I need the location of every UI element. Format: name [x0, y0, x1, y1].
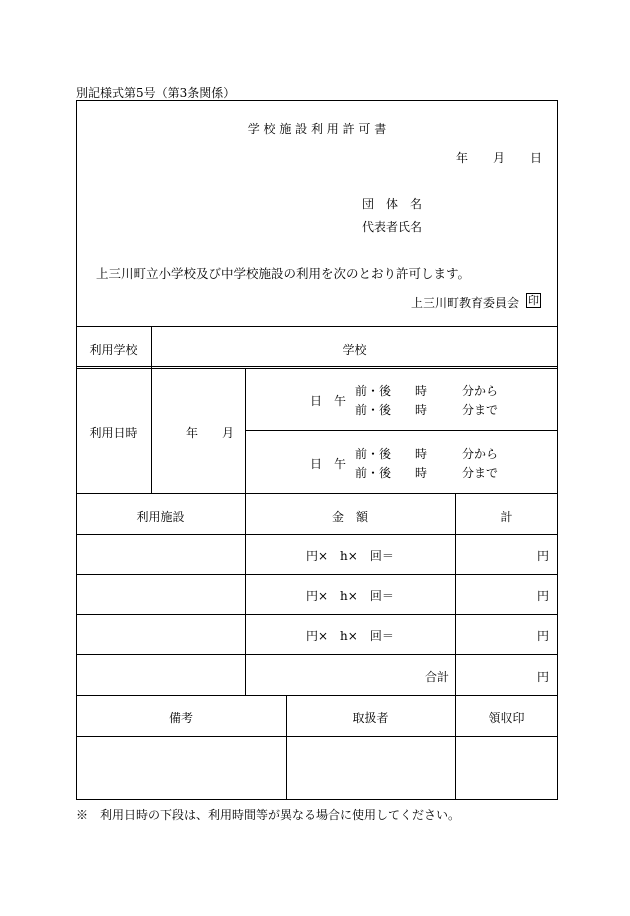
divider — [245, 430, 558, 431]
sum-label: 合計 — [424, 670, 449, 684]
organization-name-label: 団 体 名 — [362, 197, 423, 211]
block2-to-ampm: 前・後 — [355, 466, 392, 480]
divider — [76, 614, 558, 615]
divider — [76, 368, 558, 369]
divider — [76, 534, 558, 535]
block1-to-minute: 分まで — [462, 403, 499, 417]
fee-formula: 円× h× 回＝ — [306, 589, 394, 603]
divider — [76, 736, 558, 737]
block1-noon: 午 — [334, 394, 347, 408]
school-label: 利用学校 — [89, 343, 138, 357]
sum-unit: 円 — [536, 670, 549, 684]
fee-subtotal-unit: 円 — [536, 629, 549, 643]
block1-to-hour: 時 — [415, 403, 428, 417]
total-header: 計 — [500, 510, 513, 524]
receipt-stamp-header: 領収印 — [488, 711, 525, 725]
remarks-header: 備考 — [168, 711, 193, 725]
block1-from-hour: 時 — [415, 384, 428, 398]
divider — [76, 654, 558, 655]
block1-to-ampm: 前・後 — [355, 403, 392, 417]
block2-day: 日 — [310, 457, 323, 471]
block2-to-hour: 時 — [415, 466, 428, 480]
form-number-label: 別記様式第5号（第3条関係） — [76, 86, 236, 100]
fee-subtotal-unit: 円 — [536, 549, 549, 563]
school-suffix: 学校 — [342, 343, 367, 357]
fee-subtotal-unit: 円 — [536, 589, 549, 603]
facility-header: 利用施設 — [136, 510, 185, 524]
handler-header: 取扱者 — [352, 711, 389, 725]
footnote: ※ 利用日時の下段は、利用時間等が異なる場合に使用してください。 — [76, 808, 461, 822]
fee-formula: 円× h× 回＝ — [306, 549, 394, 563]
date-day-label: 日 — [530, 151, 543, 165]
datetime-month: 月 — [222, 426, 235, 440]
datetime-label: 利用日時 — [89, 426, 138, 440]
divider — [76, 366, 558, 367]
block2-noon: 午 — [334, 457, 347, 471]
divider — [76, 695, 558, 696]
representative-name-label: 代表者氏名 — [362, 220, 423, 234]
divider — [76, 493, 558, 494]
block1-from-minute: 分から — [462, 384, 499, 398]
amount-header: 金 額 — [331, 510, 368, 524]
permission-statement: 上三川町立小学校及び中学校施設の利用を次のとおり許可します。 — [96, 266, 471, 281]
block2-from-ampm: 前・後 — [355, 447, 392, 461]
block2-to-minute: 分まで — [462, 466, 499, 480]
block2-from-hour: 時 — [415, 447, 428, 461]
seal-stamp: 印 — [528, 294, 539, 307]
form-title: 学 校 施 設 利 用 許 可 書 — [247, 122, 387, 136]
block2-from-minute: 分から — [462, 447, 499, 461]
fee-formula: 円× h× 回＝ — [306, 629, 394, 643]
block1-from-ampm: 前・後 — [355, 384, 392, 398]
date-year-label: 年 — [456, 151, 469, 165]
divider — [76, 326, 558, 327]
block1-day: 日 — [310, 394, 323, 408]
datetime-year: 年 — [186, 426, 199, 440]
issuer-name: 上三川町教育委員会 — [411, 296, 520, 310]
divider — [76, 574, 558, 575]
date-month-label: 月 — [493, 151, 506, 165]
